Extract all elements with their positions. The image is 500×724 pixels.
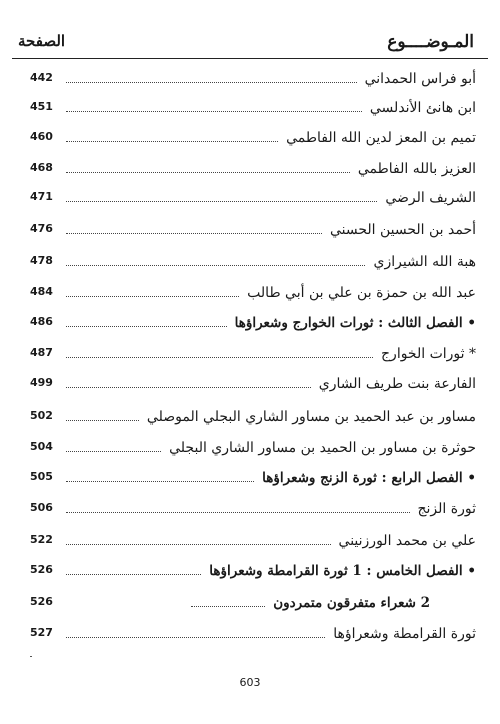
entry-page: 506 bbox=[30, 501, 53, 514]
entry-page: 502 bbox=[30, 409, 53, 422]
toc-entry-chapter bbox=[30, 310, 476, 332]
entry-title: أبو فراس الحمداني bbox=[364, 71, 476, 87]
entry-page: 442 bbox=[30, 71, 53, 84]
print-speck bbox=[30, 656, 32, 657]
entry-title: الشريف الرضي bbox=[385, 190, 476, 206]
entry-page: 487 bbox=[30, 346, 53, 359]
entry-title: العزيز بالله الفاطمي bbox=[357, 161, 476, 177]
entry-title: علي بن محمد الورزنيني bbox=[338, 533, 476, 549]
leader-dots bbox=[66, 481, 254, 482]
entry-page: 471 bbox=[30, 190, 53, 203]
toc-entry bbox=[30, 249, 476, 271]
topic-heading: المـوضــــوع bbox=[387, 32, 474, 52]
entry-title: تميم بن المعز لدين الله الفاطمي bbox=[286, 130, 476, 146]
toc-entry bbox=[30, 371, 476, 393]
toc-entry-chapter bbox=[30, 590, 430, 612]
entry-page: 460 bbox=[30, 130, 53, 143]
entry-page: 451 bbox=[30, 100, 53, 113]
toc-entry bbox=[30, 156, 476, 178]
entry-title: • الفصل الثالث : ثورات الخوارج وشعراؤها bbox=[234, 315, 476, 331]
toc-entry bbox=[30, 341, 476, 363]
entry-title: الفارعة بنت طريف الشاري bbox=[318, 376, 476, 392]
entry-title: ابن هانئ الأندلسي bbox=[369, 100, 476, 116]
entry-page: 527 bbox=[30, 626, 53, 639]
entry-page: 476 bbox=[30, 222, 53, 235]
toc-entry-chapter bbox=[30, 465, 476, 487]
leader-dots bbox=[66, 574, 201, 575]
toc-entry bbox=[30, 404, 476, 426]
leader-dots bbox=[66, 111, 362, 112]
entry-page: 526 bbox=[30, 595, 53, 608]
entry-title: حوثرة بن مساور بن الحميد بن مساور الشاري البجلي bbox=[169, 440, 476, 456]
entry-title: عبد الله بن حمزة بن علي بن أبي طالب bbox=[247, 285, 476, 301]
leader-dots bbox=[66, 265, 365, 266]
entry-title: مساور بن عبد الحميد بن مساور الشاري البجلي الموصلي bbox=[146, 409, 476, 425]
leader-dots bbox=[66, 201, 377, 202]
toc-entry-chapter bbox=[30, 558, 476, 580]
leader-dots bbox=[66, 233, 322, 234]
leader-dots bbox=[66, 326, 227, 327]
header-rule bbox=[12, 58, 488, 59]
entry-page: 478 bbox=[30, 254, 53, 267]
leader-dots bbox=[66, 637, 325, 638]
entry-title: ثورة الزنج bbox=[417, 501, 476, 517]
toc-entry bbox=[30, 435, 476, 457]
toc-entry bbox=[30, 217, 476, 239]
leader-dots bbox=[191, 606, 265, 607]
page-number: 603 bbox=[239, 676, 261, 689]
toc-entry bbox=[30, 66, 476, 88]
entry-title: ثورة القرامطة وشعراؤها bbox=[333, 626, 476, 642]
leader-dots bbox=[66, 544, 331, 545]
entry-title: أحمد بن الحسين الحسني bbox=[329, 222, 476, 238]
entry-page: 522 bbox=[30, 533, 53, 546]
leader-dots bbox=[66, 357, 373, 358]
entry-title: * ثورات الخوارج bbox=[381, 346, 476, 362]
leader-dots bbox=[66, 387, 311, 388]
entry-title: 2 شعراء متفرقون متمردون bbox=[273, 595, 430, 611]
entry-title: • الفصل الرابع : ثورة الزنج وشعراؤها bbox=[262, 470, 476, 486]
page-heading: الصفحة bbox=[18, 32, 66, 50]
toc-entry bbox=[30, 185, 476, 207]
leader-dots bbox=[66, 296, 239, 297]
entry-title: هبة الله الشيرازي bbox=[373, 254, 476, 270]
entry-page: 526 bbox=[30, 563, 53, 576]
toc-entry bbox=[30, 496, 476, 518]
toc-entry bbox=[30, 125, 476, 147]
entry-page: 486 bbox=[30, 315, 53, 328]
leader-dots bbox=[66, 141, 278, 142]
entry-page: 505 bbox=[30, 470, 53, 483]
toc-entry bbox=[30, 280, 476, 302]
entry-page: 504 bbox=[30, 440, 53, 453]
leader-dots bbox=[66, 451, 161, 452]
leader-dots bbox=[66, 172, 350, 173]
toc-entry bbox=[30, 528, 476, 550]
entry-page: 499 bbox=[30, 376, 53, 389]
entry-title: • الفصل الخامس : 1 ثورة القرامطة وشعراؤها bbox=[209, 563, 476, 579]
toc-entry bbox=[30, 95, 476, 117]
leader-dots bbox=[66, 512, 410, 513]
leader-dots bbox=[66, 420, 139, 421]
entry-page: 484 bbox=[30, 285, 53, 298]
leader-dots bbox=[66, 82, 357, 83]
entry-page: 468 bbox=[30, 161, 53, 174]
toc-header bbox=[14, 30, 486, 58]
toc-entry bbox=[30, 621, 476, 643]
